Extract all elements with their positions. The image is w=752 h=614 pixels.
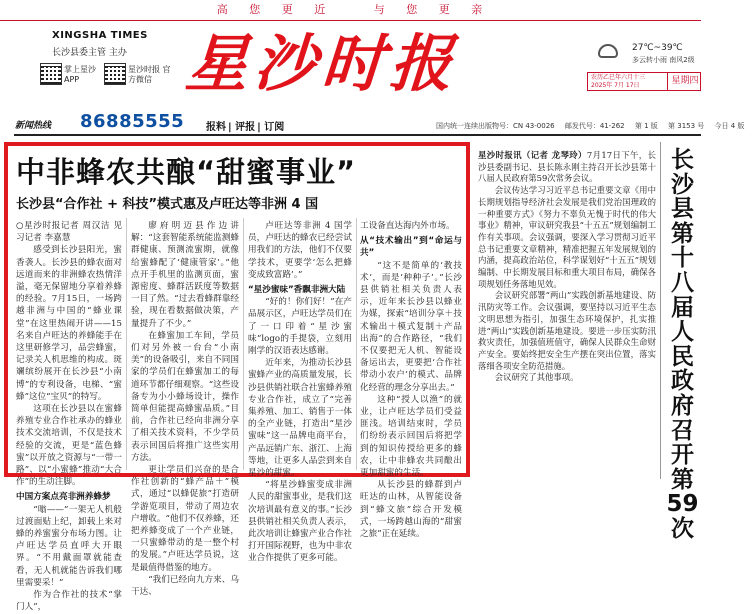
side-vertical-headline[interactable]: 长沙县第十八届人民政府召开第59次 [666, 147, 699, 542]
slogan-char: 更 [281, 3, 295, 16]
paragraph: 会议研究部署“两山”实践创新基地建设、防汛防灾等工作。会议强调，要坚持以习近平生态文明思想为指引，加强生态环境保护，扎实推进“两山”实践创新基地建设。要进一步压实防汛救灾责任，加强值班值守，确保人民群众生命财产安全。要始终把安全生产摆在突出位置，落实落细各项安全防范措施。 [478, 290, 656, 371]
column-divider [243, 218, 244, 470]
link-report-tip[interactable]: 报料 [206, 122, 226, 133]
paragraph: “将星沙蜂蜜变成非洲人民的甜蜜事业，是我们这次培训最有意义的事。”长沙县供销社相关负责人表示，此次培训让蜂蜜产业合作社打开国际视野，也为中非农业合作提供了更多可能。 [248, 480, 352, 564]
hotline-label: 新闻热线 [15, 121, 52, 131]
slogan-char: 更 [438, 3, 452, 16]
lead-headline[interactable]: 中非蜂农共酿“甜蜜事业” [16, 155, 357, 189]
paragraph: 更让学员们兴奋的是合作社创新的“蜂产品＋”模式，通过“以蜂促旅”打造研学游览项目，带动了周边农户增收。“他们不仅养蜂，还把养蜂变成了一个产业链，一只蜜蜂带动的是一整个村的发展。”卢旺达学员说，这是最值得借鉴的地方。 [131, 465, 239, 573]
paragraph: 会议传达学习习近平总书记重要文章《用中长期规划指导经济社会发展是我们党治国理政的一种重要方式》《努力不辜负无愧于时代的伟大事业》精神，审议研究我县“十五五”规划编制工作有关事项。会议强调，要深入学习贯彻习近平总书记重要文章精神，精准把握五年发展规划的内涵，提高政治站位，科学谋划好“十五五”规划编制、中长期发展目标和重大项目布局，确保各项规划任务落地见效。 [478, 185, 656, 289]
slogan-char: 您 [249, 3, 263, 16]
byline: ○星沙时报记者 周汉洁 见习记者 李嘉慧 [16, 221, 122, 244]
side-lead-text: 7月17日下午，长沙县委副书记、县长陈永刚主持召开长沙县第十八届人民政府第59次常务会议。 [478, 150, 656, 184]
app-qr-code-icon[interactable] [40, 63, 62, 85]
column-divider [356, 218, 357, 470]
side-byline: 星沙时报讯（记者 龙琴玲） [478, 150, 587, 160]
slogan-char: 您 [406, 3, 420, 16]
cloudy-weather-icon [598, 44, 618, 58]
paragraph: 感受到长沙县阳光，蜜香袭人。长沙县的蜂农面对远道而来的非洲蜂农热情洋溢，毫无保留地分享着养蜂的经验。7月15日，一场跨越非洲与中国的“蜂业课堂”在这里热闹开讲——15名来自卢旺达的养蜂能手在这里研修学习，品尝蜂蜜，记录关人机思维的构成。斑斓缤纷展开在长沙县“小南博”的专利设备，电梯、“蜜蜂”这位“宝贝”的特写。 [16, 245, 122, 402]
paragraph: “这不是简单的‘教技术’，而是‘种种子’。”长沙县供销社相关负责人表示，近年来长沙县以蜂业为媒，探索“培训分享＋技术输出＋模式复制＋产品出海”的合作路径，“我们不仅要把无人机、智能设备运出去，更要把‘合作社带动小农户’的模式、品牌化经营的理念分享出去。” [360, 260, 462, 393]
issue-number: 第 3153 号 [668, 122, 705, 130]
slogan-char: 高 [216, 3, 230, 16]
paragraph: 在蜂蜜加工车间，学员们对另外被一台台“小南美”的设备吸引，来自不同国家的学员们在蜂蜜加工的每道环节都仔细观察。“这些设备专为小小蜂场设计，操作简单但能提高蜂蜜品质。”目前，合作社已经向非洲分享了相关技术资料，不少学员表示回国后将推广这些实用方法。 [131, 330, 239, 463]
article-column-4 [360, 220, 462, 540]
weather-description: 多云转小雨 南风2级 [632, 56, 695, 64]
article-column-3 [248, 220, 352, 564]
slogan-char: 与 [373, 3, 387, 16]
lunar-date: 农历乙巳年六月十三 [591, 74, 646, 81]
weekday: 星期四 [671, 76, 699, 86]
section-heading: 从“技术输出”到“命运与共” [360, 236, 462, 259]
paragraph: 这项在长沙县以在蜜蜂养殖专业合作社承办的蜂业技术交流培训，不仅是技术经验的交流，更是“蓝色蜂蜜”以开放之资源与“一带一路”、以“小蜜蜂”推动“大合作”的生动注脚。 [16, 404, 122, 488]
top-rule [0, 20, 701, 21]
newspaper-logo: 星沙时报 [183, 27, 461, 100]
publication-meta [436, 121, 752, 131]
publication-sponsor: 长沙县委主管 主办 [52, 48, 127, 58]
paragraph: “好的！你们好！”在产品展示区，卢旺达学员们在了一口印着“星沙蜜味”logo的手提袋，立刻用刚学的汉语表达感谢。 [248, 297, 352, 357]
paragraph: 廖府明迈县作边讲解：“这套智能系统能监测蜂群健康、预测流蜜期，就像给蜜蜂配了‘健康管家’。”他点开手机里的监测页面，蜜源密度、蜂群活跃度等数据一目了然。“过去看蜂群靠经验，现在看数据做决策，产量提升了不少。” [131, 221, 239, 329]
paragraph: 从长沙县的蜂群到卢旺达的山林，从智能设备到“蜂文旅”综合开发模式，一场跨越山海的“甜蜜之旅”正在延续。 [360, 480, 462, 540]
paragraph: 这种“授人以渔”的就业，让卢旺达学员们受益匪浅。培训结束时，学员们纷纷表示回国后将把学到的知识传授给更多的蜂农，让中非蜂农共同酿出更加甜蜜的生活。 [360, 394, 462, 479]
date-box [587, 72, 701, 91]
link-review[interactable]: 评报 [235, 122, 256, 133]
edition: 第 1 版 [634, 122, 658, 130]
service-links: 报料 | 评报 | 订阅 [206, 122, 285, 133]
section-heading: 中国方案点亮非洲养蜂梦 [16, 492, 111, 503]
hotline-number[interactable]: 86885555 [80, 111, 185, 132]
paragraph [478, 150, 656, 185]
date-details [588, 73, 668, 90]
paragraph: 工设备直达海内外市场。 [360, 221, 455, 231]
postal-code: 邮发代号：41-262 [564, 122, 625, 130]
paragraph: 卢旺达等非洲 4 国学员，卢旺达的蜂农已经尝试用我们的方法，他们不仅要学技术，更要学‘怎么把蜂变成致富路’。” [248, 221, 352, 280]
lead-subheadline: 长沙县“合作社 + 科技”模式惠及卢旺达等非洲 4 国 [16, 197, 319, 212]
wechat-qr-label: 星沙时报 官方微信 [128, 65, 171, 84]
section-heading: “星沙蜜味”香飘非洲大陆 [248, 285, 346, 296]
solar-date: 2025年 7月 17日 [591, 82, 640, 89]
side-article [478, 150, 656, 479]
publication-english-name: XINGSHA TIMES [52, 30, 148, 41]
cn-number: 国内统一连续出版物号：CN 43-0026 [436, 122, 555, 130]
paragraph: 会议研究了其他事项。 [494, 372, 579, 383]
link-subscribe[interactable]: 订阅 [264, 122, 285, 133]
slogan-char: 亲 [471, 3, 485, 16]
slogan-char: 近 [314, 3, 328, 16]
article-column-1 [16, 220, 122, 613]
paragraph: “我们已经向九方来、乌干达、 [131, 574, 239, 598]
paragraph: “嗡——”一架无人机般过渡面贴上纪，卸载上来对蜂的养蜜蜜分布场力图。让卢旺达学员直呼大开眼界。“不用戴面罩就能查看，无人机就能告诉我们哪里需要采！” [16, 504, 122, 588]
masthead-rule [14, 134, 701, 136]
page-count: 今日 4 版 [714, 122, 745, 130]
column-divider [126, 218, 127, 470]
article-column-2 [131, 220, 239, 598]
app-qr-label: 掌上星沙 APP [64, 65, 96, 84]
column-divider [660, 142, 661, 479]
paragraph: 近年来，为推动长沙县蜜蜂产业的高质量发展，长沙县供销社联合社蜜蜂养殖专业合作社，成立了“完善集养殖、加工、销售于一体的全产业链，打造出“星沙蜜味”这一品牌电商平台，产品远销广东、浙江、上海等地，让更多人品尝到来自星沙的甜蜜。 [248, 358, 352, 479]
weather-temperature: 27℃~39℃ [632, 43, 683, 53]
top-slogan [0, 0, 701, 20]
paragraph: 作为合作社的技术“掌门人”， [16, 590, 122, 613]
wechat-qr-code-icon[interactable] [104, 63, 126, 85]
